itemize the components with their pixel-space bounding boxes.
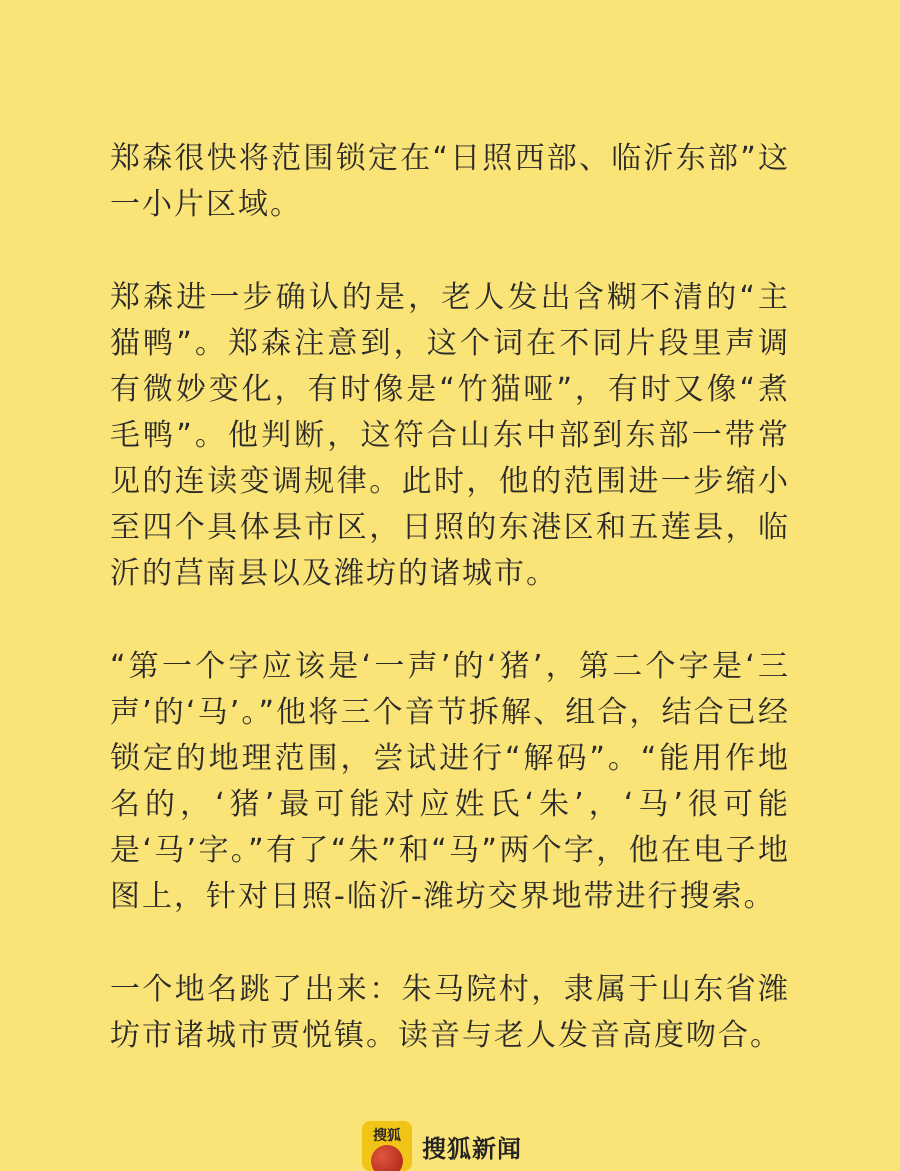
article-paragraph-1: 郑森很快将范围锁定在“日照西部、临沂东部”这一小片区域。 [110,141,790,222]
logo-ball [371,1145,403,1171]
sohu-logo-icon [362,1121,412,1171]
brand-name: 搜狐新闻 [422,1134,522,1163]
article-paragraph-4: 一个地名跳了出来：朱马院村，隶属于山东省潍坊市诸城市贾悦镇。读音与老人发音高度吻合。 [110,972,790,1053]
logo-text: 搜狐 [373,1128,401,1144]
article-paragraph-2: 郑森进一步确认的是，老人发出含糊不清的“主猫鸭”。郑森注意到，这个词在不同片段里声调有微妙变化，有时像是“竹猫哑”，有时又像“煮毛鸭”。他判断，这符合山东中部到东部一带常见的连读变调规律。此时，他的范围进一步缩小至四个具体县市区，日照的东港区和五莲县，临沂的莒南县以及潍坊的诸城市。 [110,280,790,591]
article-paragraph-3: “第一个字应该是‘一声’的‘猪’，第二个字是‘三声’的‘马’。”他将三个音节拆解、组合，结合已经锁定的地理范围，尝试进行“解码”。“能用作地名的，‘猪’最可能对应姓氏‘朱’，‘马’很可能是‘马’字。”有了“朱”和“马”两个字，他在电子地图上，针对日照-临沂-潍坊交界地带进行搜索。 [110,649,790,914]
source-watermark [362,1126,522,1166]
article-body [110,136,790,1106]
